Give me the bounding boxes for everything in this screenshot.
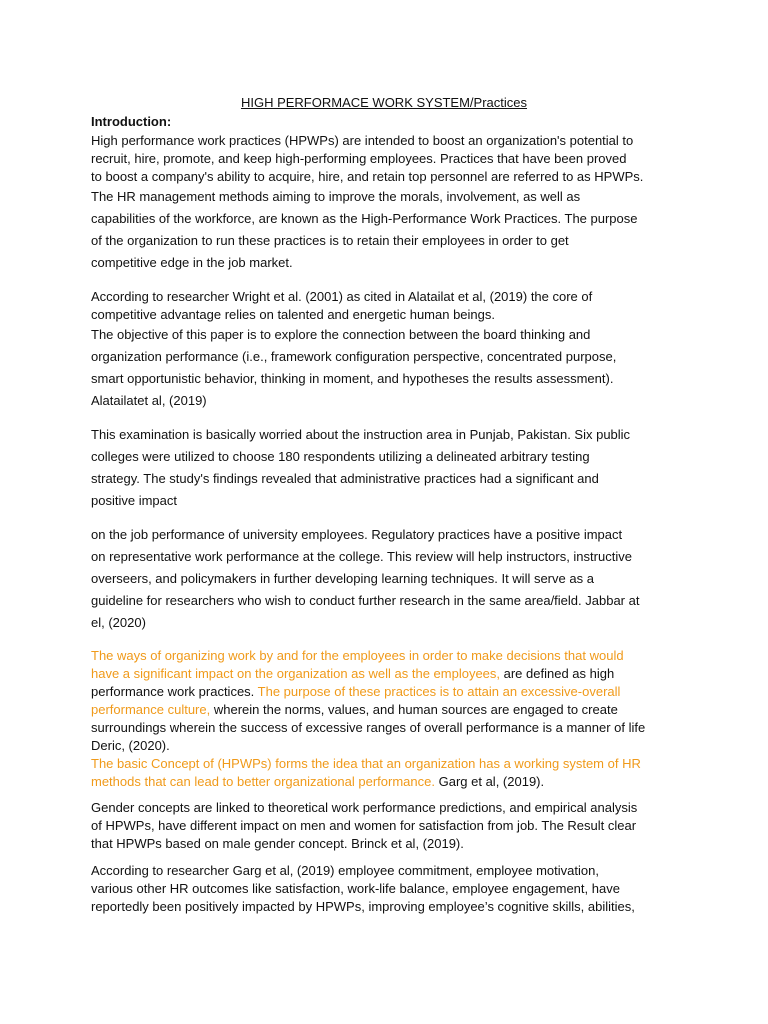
text-line: recruit, hire, promote, and keep high-performing employees. Practices that have been proved <box>91 151 627 166</box>
highlighted-text: performance culture, <box>91 702 211 717</box>
text-line: Deric, (2020). <box>91 738 170 753</box>
paragraph-5 <box>91 524 691 634</box>
document-title: HIGH PERFORMACE WORK SYSTEM/Practices <box>240 95 528 110</box>
plain-text: Garg et al, (2019). <box>435 774 545 789</box>
text-line: of HPWPs, have different impact on men and women for satisfaction from job. The Result clear <box>91 818 637 833</box>
text-line: organization performance (i.e., framework configuration perspective, concentrated purpose, <box>91 349 617 364</box>
mixed-text-line <box>91 683 691 701</box>
text-line: The HR management methods aiming to improve the morals, involvement, as well as <box>91 189 581 204</box>
text-line: on representative work performance at the college. This review will help instructors, instructive <box>91 549 632 564</box>
text-line: of the organization to run these practices is to retain their employees in order to get <box>91 233 569 248</box>
text-line: smart opportunistic behavior, thinking in moment, and hypotheses the results assessment). <box>91 371 614 386</box>
highlighted-text-line: The basic Concept of (HPWPs) forms the idea that an organization has a working system of HR <box>91 756 641 771</box>
paragraph-4 <box>91 424 691 512</box>
text-line: strategy. The study's findings revealed that administrative practices had a significant and <box>91 471 599 486</box>
highlighted-text: methods that can lead to better organizational performance. <box>91 774 435 789</box>
plain-text: performance work practices. <box>91 684 255 699</box>
text-line: The objective of this paper is to explore the connection between the board thinking and <box>91 327 591 342</box>
text-line: High performance work practices (HPWPs) are intended to boost an organization's potential to <box>91 133 634 148</box>
mixed-text-line <box>91 665 691 683</box>
paragraph-7 <box>91 799 691 853</box>
text-line: guideline for researchers who wish to conduct further research in the same area/field. Jabbar at <box>91 593 640 608</box>
text-line: positive impact <box>91 493 177 508</box>
text-line: Gender concepts are linked to theoretical work performance predictions, and empirical analysis <box>91 800 638 815</box>
paragraph-3 <box>91 324 691 412</box>
plain-text: are defined as high <box>500 666 615 681</box>
plain-text: wherein the norms, values, and human sources are engaged to create <box>210 702 618 717</box>
paragraph-2 <box>91 288 691 324</box>
intro-heading-block <box>91 113 691 131</box>
paragraph-1 <box>91 131 691 274</box>
mixed-text-line <box>91 701 691 719</box>
text-line: colleges were utilized to choose 180 respondents utilizing a delineated arbitrary testing <box>91 449 590 464</box>
text-line: surroundings wherein the success of excessive ranges of overall performance is a manner of life <box>91 720 646 735</box>
text-line: According to researcher Wright et al. (2001) as cited in Alatailat et al, (2019) the core of <box>91 289 593 304</box>
highlighted-text: The purpose of these practices is to attain an excessive-overall <box>254 684 621 699</box>
paragraph-8 <box>91 862 691 916</box>
paragraph-6 <box>91 647 691 791</box>
highlighted-text-line: The ways of organizing work by and for the employees in order to make decisions that would <box>91 648 624 663</box>
text-line: Alatailatet al, (2019) <box>91 393 207 408</box>
highlighted-text: have a significant impact on the organization as well as the employees, <box>91 666 501 681</box>
text-line: to boost a company's ability to acquire, hire, and retain top personnel are referred to as HPWPs. <box>91 169 644 184</box>
text-line: overseers, and policymakers in further developing learning techniques. It will serve as a <box>91 571 594 586</box>
text-line: various other HR outcomes like satisfaction, work-life balance, employee engagement, have <box>91 881 620 896</box>
text-line: According to researcher Garg et al, (2019) employee commitment, employee motivation, <box>91 863 599 878</box>
text-line: reportedly been positively impacted by HPWPs, improving employee’s cognitive skills, abilities, <box>91 899 635 914</box>
intro-heading: Introduction: <box>91 114 172 129</box>
text-line: competitive advantage relies on talented and energetic human beings. <box>91 307 495 322</box>
text-line: capabilities of the workforce, are known as the High-Performance Work Practices. The purpose <box>91 211 638 226</box>
text-line: competitive edge in the job market. <box>91 255 293 270</box>
mixed-text-line <box>91 773 691 791</box>
text-line: el, (2020) <box>91 615 146 630</box>
text-line: that HPWPs based on male gender concept. Brinck et al, (2019). <box>91 836 464 851</box>
text-line: on the job performance of university employees. Regulatory practices have a positive impact <box>91 527 623 542</box>
text-line: This examination is basically worried about the instruction area in Punjab, Pakistan. Six public <box>91 427 631 442</box>
